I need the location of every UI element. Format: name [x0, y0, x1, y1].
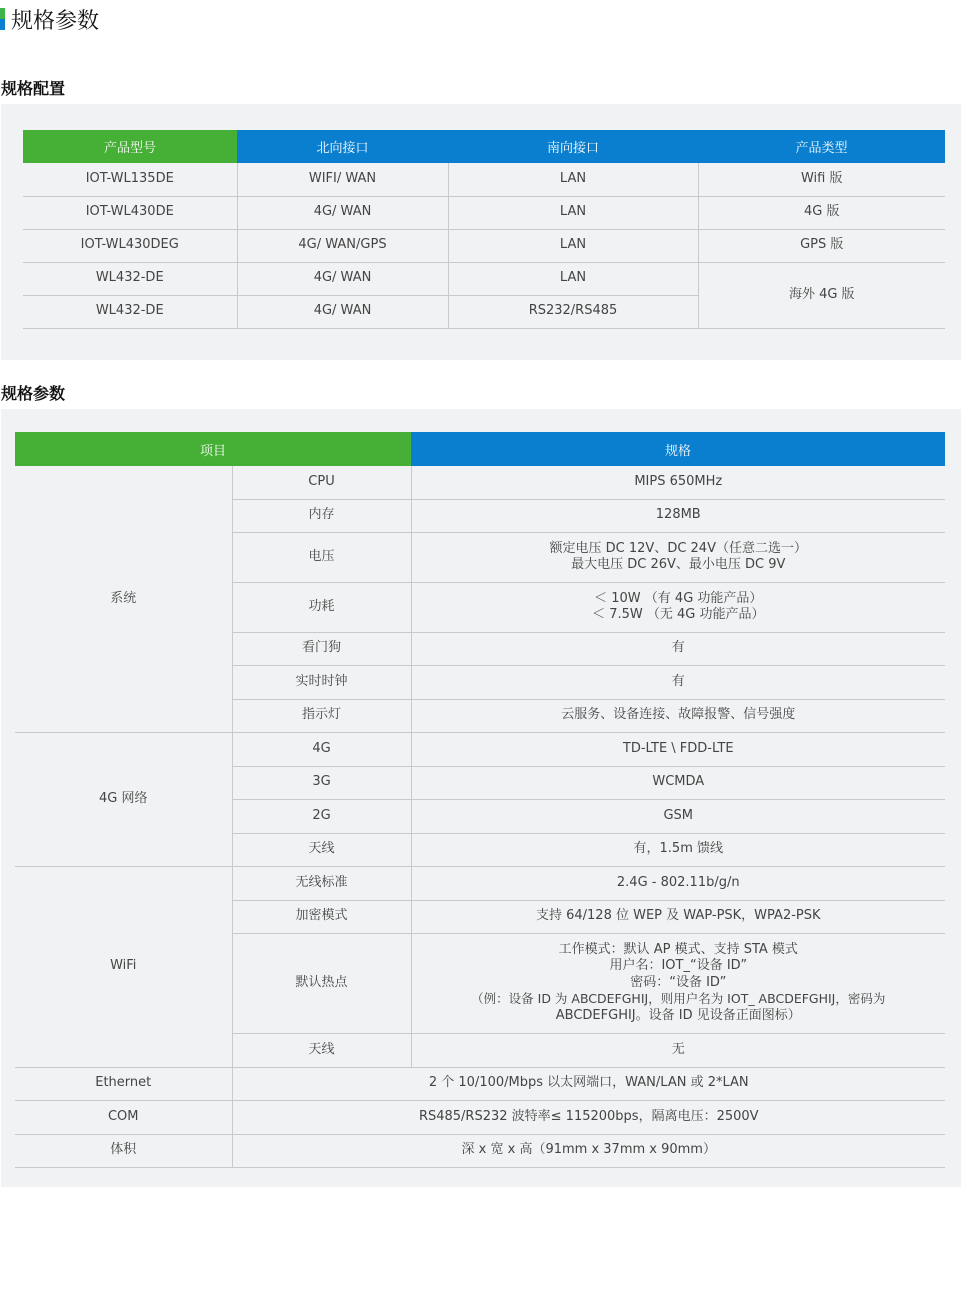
spec-value: 有 — [411, 632, 945, 665]
spec-label: 3G — [232, 766, 411, 799]
col-header-item: 项目 — [15, 432, 411, 466]
cell-south: LAN — [448, 196, 698, 229]
config-header-row — [23, 130, 945, 163]
spec-value — [411, 933, 945, 1033]
cell-south: LAN — [448, 229, 698, 262]
group-ethernet: Ethernet — [15, 1067, 232, 1100]
config-panel — [1, 104, 961, 360]
cell-south: LAN — [448, 163, 698, 196]
config-section-title: 规格配置 — [1, 79, 66, 98]
spec-value: GSM — [411, 799, 945, 833]
spec-value-line: 最大电压 DC 26V、最小电压 DC 9V — [571, 557, 786, 572]
cell-south: LAN — [448, 262, 698, 295]
col-header-model: 产品型号 — [23, 130, 237, 163]
spec-label: 加密模式 — [232, 900, 411, 933]
spec-label: 实时时钟 — [232, 665, 411, 699]
spec-value: 云服务、设备连接、故障报警、信号强度 — [411, 699, 945, 732]
table-row — [15, 732, 945, 766]
table-row — [15, 466, 945, 499]
spec-value: 2.4G - 802.11b/g/n — [411, 866, 945, 900]
cell-north: 4G/ WAN — [237, 262, 448, 295]
table-row — [15, 1100, 945, 1134]
spec-value: 支持 64/128 位 WEP 及 WAP-PSK，WPA2-PSK — [411, 900, 945, 933]
spec-value: WCMDA — [411, 766, 945, 799]
col-header-north: 北向接口 — [237, 130, 448, 163]
group-volume: 体积 — [15, 1134, 232, 1167]
title-accent-bar — [0, 8, 5, 30]
group-network: 4G 网络 — [15, 732, 232, 866]
specs-table — [15, 432, 945, 1168]
cell-north: 4G/ WAN/GPS — [237, 229, 448, 262]
table-row — [15, 866, 945, 900]
spec-value-line: ABCDEFGHIJ。设备 ID 见设备正面图标） — [555, 1007, 801, 1023]
spec-label: 指示灯 — [232, 699, 411, 732]
spec-label: 看门狗 — [232, 632, 411, 665]
group-wifi: WiFi — [15, 866, 232, 1067]
cell-south: RS232/RS485 — [448, 295, 698, 328]
cell-type: 海外 4G 版 — [698, 262, 945, 328]
spec-value-line: 用户名：IOT_“设备 ID” — [609, 958, 748, 974]
spec-value — [411, 582, 945, 632]
spec-label: 功耗 — [232, 582, 411, 632]
table-row — [23, 229, 945, 262]
spec-value: 128MB — [411, 499, 945, 532]
spec-value: RS485/RS232 波特率≤ 115200bps，隔离电压：2500V — [232, 1100, 945, 1134]
col-header-spec: 规格 — [411, 432, 945, 466]
cell-model: IOT-WL430DEG — [23, 229, 237, 262]
page-title-text: 规格参数 — [11, 8, 100, 34]
table-row — [15, 1067, 945, 1100]
cell-model: WL432-DE — [23, 262, 237, 295]
table-row — [23, 196, 945, 229]
spec-value — [411, 532, 945, 582]
spec-value-line: 工作模式：默认 AP 模式、支持 STA 模式 — [558, 941, 798, 957]
spec-value-line: ＜ 10W （有 4G 功能产品） — [594, 590, 763, 606]
table-row — [23, 163, 945, 196]
col-header-type: 产品类型 — [698, 130, 945, 163]
spec-value-line: ＜ 7.5W （无 4G 功能产品） — [592, 607, 765, 622]
specs-panel — [1, 409, 961, 1187]
spec-value: 有 — [411, 665, 945, 699]
spec-label: 4G — [232, 732, 411, 766]
cell-north: 4G/ WAN — [237, 295, 448, 328]
spec-label: 天线 — [232, 1033, 411, 1067]
spec-value: 深 x 宽 x 高（91mm x 37mm x 90mm） — [232, 1134, 945, 1167]
spec-label: 电压 — [232, 532, 411, 582]
cell-north: 4G/ WAN — [237, 196, 448, 229]
spec-value: TD-LTE \ FDD-LTE — [411, 732, 945, 766]
table-row — [15, 1134, 945, 1167]
config-table — [23, 130, 945, 329]
cell-north: WIFI/ WAN — [237, 163, 448, 196]
spec-value: 有，1.5m 馈线 — [411, 833, 945, 866]
cell-model: IOT-WL135DE — [23, 163, 237, 196]
specs-header-row — [15, 432, 945, 466]
cell-type: 4G 版 — [698, 196, 945, 229]
table-row — [23, 262, 945, 295]
group-com: COM — [15, 1100, 232, 1134]
cell-model: WL432-DE — [23, 295, 237, 328]
spec-value: 2 个 10/100/Mbps 以太网端口，WAN/LAN 或 2*LAN — [232, 1067, 945, 1100]
spec-value: MIPS 650MHz — [411, 466, 945, 499]
spec-label: CPU — [232, 466, 411, 499]
spec-label: 默认热点 — [232, 933, 411, 1033]
spec-value: 无 — [411, 1033, 945, 1067]
cell-type: GPS 版 — [698, 229, 945, 262]
spec-label: 无线标准 — [232, 866, 411, 900]
spec-value-line: 额定电压 DC 12V、DC 24V（任意二选一） — [549, 540, 807, 556]
cell-model: IOT-WL430DE — [23, 196, 237, 229]
page-title — [0, 4, 99, 34]
spec-label: 内存 — [232, 499, 411, 532]
spec-value-line: 密码：“设备 ID” — [630, 974, 727, 990]
spec-label: 2G — [232, 799, 411, 833]
spec-value-line: （例：设备 ID 为 ABCDEFGHIJ，则用户名为 IOT_ ABCDEFGHIJ，密码为 — [471, 991, 886, 1007]
spec-label: 天线 — [232, 833, 411, 866]
group-system: 系统 — [15, 466, 232, 732]
cell-type: Wifi 版 — [698, 163, 945, 196]
specs-section-title: 规格参数 — [1, 384, 66, 403]
col-header-south: 南向接口 — [448, 130, 698, 163]
